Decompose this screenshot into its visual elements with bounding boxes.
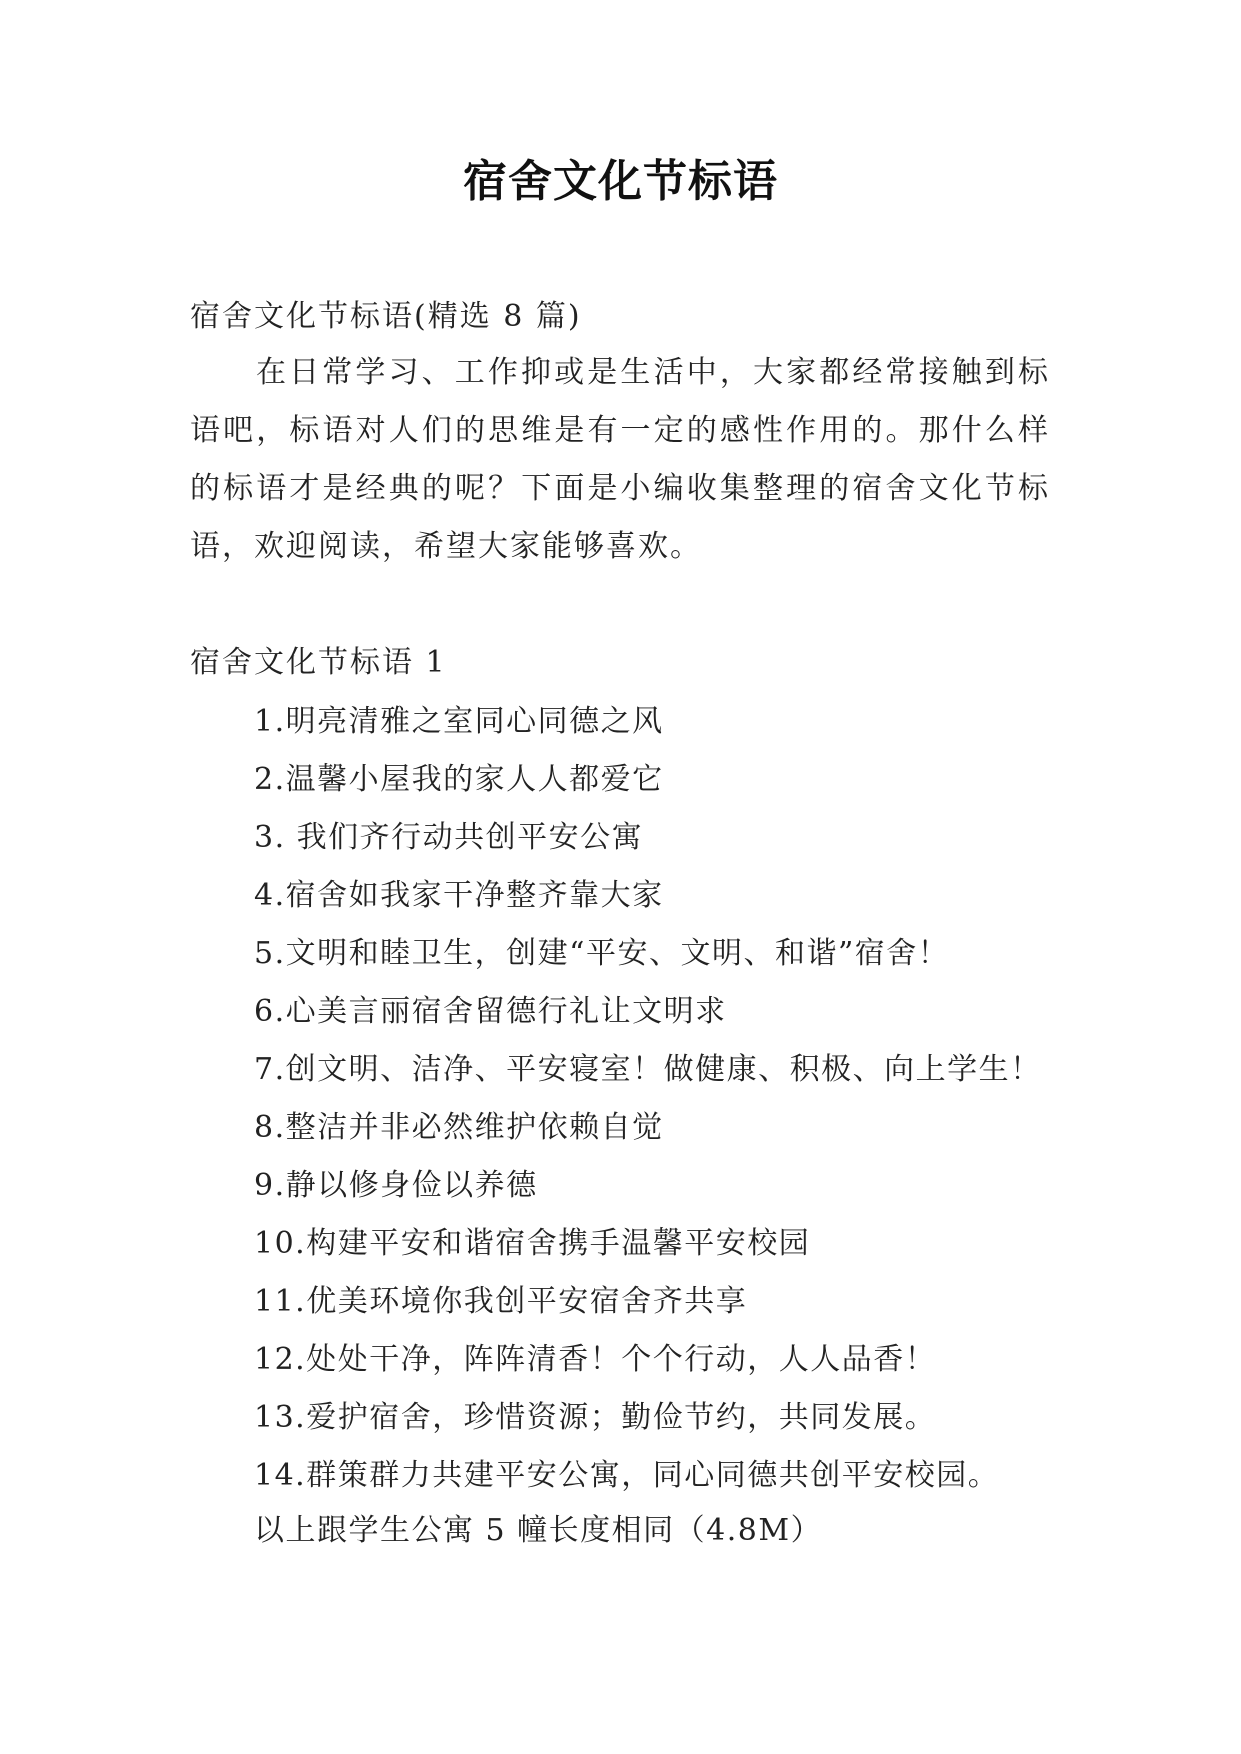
- slogan-item: 1.明亮清雅之室同心同德之风: [254, 704, 664, 739]
- slogan-item: 13.爱护宿舍，珍惜资源；勤俭节约，共同发展。: [254, 1400, 937, 1435]
- slogan-item: 10.构建平安和谐宿舍携手温馨平安校园: [254, 1226, 811, 1261]
- intro-paragraph: 在日常学习、工作抑或是生活中，大家都经常接触到标语吧，标语对人们的思维是有一定的感性作用的。那什么样的标语才是经典的呢？下面是小编收集整理的宿舍文化节标语，欢迎阅读，希望大家能够喜欢。: [190, 355, 1050, 564]
- slogan-list: [254, 693, 1074, 1505]
- slogan-item: 6.心美言丽宿舍留德行礼让文明求: [254, 994, 727, 1029]
- slogan-item: 2.温馨小屋我的家人人都爱它: [254, 762, 664, 797]
- slogan-item: 14.群策群力共建平安公寓，同心同德共创平安校园。: [254, 1458, 1000, 1493]
- slogan-item: 5.文明和睦卫生，创建“平安、文明、和谐”宿舍！: [254, 936, 950, 971]
- section-heading: 宿舍文化节标语 1: [190, 645, 447, 680]
- slogan-item: 11.优美环境你我创平安宿舍齐共享: [254, 1284, 748, 1319]
- slogan-item: 12.处处干净，阵阵清香！个个行动，人人品香！: [254, 1342, 937, 1377]
- document-subtitle: 宿舍文化节标语(精选 8 篇): [190, 299, 582, 334]
- slogan-item: 4.宿舍如我家干净整齐靠大家: [254, 878, 664, 913]
- slogan-item: 7.创文明、洁净、平安寝室！做健康、积极、向上学生！: [254, 1052, 1042, 1087]
- slogan-item: 3. 我们齐行动共创平安公寓: [254, 820, 644, 855]
- document-title: 宿舍文化节标语: [463, 156, 778, 207]
- slogan-item: 8.整洁并非必然维护依赖自觉: [254, 1110, 664, 1145]
- slogan-item: 9.静以修身俭以养德: [254, 1168, 538, 1203]
- footnote: 以上跟学生公寓 5 幢长度相同（4.8M）: [254, 1513, 823, 1548]
